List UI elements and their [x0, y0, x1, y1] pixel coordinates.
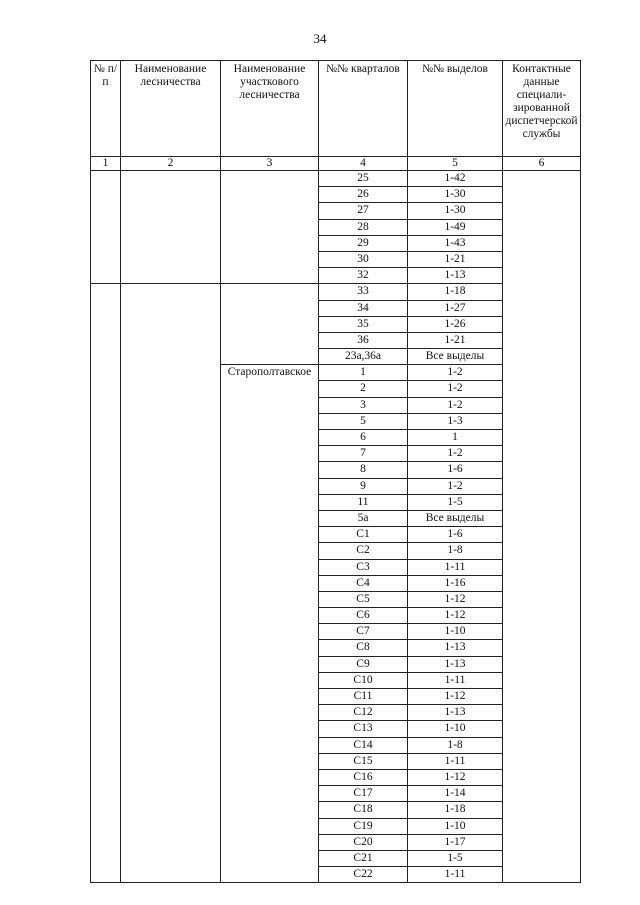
column-number: 5: [408, 157, 503, 171]
quarter-cell: 32: [319, 268, 408, 284]
plots-cell: 1-5: [408, 494, 503, 510]
quarter-cell: С7: [319, 624, 408, 640]
plots-cell: 1-6: [408, 527, 503, 543]
quarter-cell: С15: [319, 753, 408, 769]
plots-cell: 1-11: [408, 672, 503, 688]
quarter-cell: 5: [319, 413, 408, 429]
plots-cell: 1-12: [408, 591, 503, 607]
quarter-cell: С2: [319, 543, 408, 559]
column-number-row: [91, 157, 581, 171]
quarter-cell: 1: [319, 365, 408, 381]
quarter-cell: 26: [319, 187, 408, 203]
quarter-cell: С10: [319, 672, 408, 688]
column-number: 1: [91, 157, 121, 171]
quarter-cell: 27: [319, 203, 408, 219]
quarter-cell: 23а,36а: [319, 349, 408, 365]
quarter-cell: С19: [319, 818, 408, 834]
quarter-cell: 11: [319, 494, 408, 510]
quarter-cell: 35: [319, 316, 408, 332]
plots-cell: 1-12: [408, 689, 503, 705]
plots-cell: 1-14: [408, 786, 503, 802]
table-body: [91, 171, 581, 883]
quarter-cell: 2: [319, 381, 408, 397]
table-row: [91, 171, 581, 187]
plots-cell: 1-30: [408, 187, 503, 203]
quarter-cell: С6: [319, 608, 408, 624]
header-plots: №№ выделов: [408, 61, 503, 157]
plots-cell: 1-2: [408, 446, 503, 462]
plots-cell: 1-10: [408, 721, 503, 737]
plots-cell: 1-2: [408, 381, 503, 397]
header-quarters: №№ кварталов: [319, 61, 408, 157]
quarter-cell: С3: [319, 559, 408, 575]
plots-cell: 1-30: [408, 203, 503, 219]
plots-cell: 1-8: [408, 737, 503, 753]
quarter-cell: 30: [319, 251, 408, 267]
quarter-cell: С11: [319, 689, 408, 705]
subforestry-name: Старополтавское: [221, 365, 319, 883]
plots-cell: 1-13: [408, 268, 503, 284]
plots-cell: 1-12: [408, 608, 503, 624]
plots-cell: 1-5: [408, 850, 503, 866]
quarter-cell: С20: [319, 834, 408, 850]
plots-cell: 1-12: [408, 769, 503, 785]
quarter-cell: С4: [319, 575, 408, 591]
header-number: № п/п: [91, 61, 121, 157]
plots-cell: 1-49: [408, 219, 503, 235]
quarter-cell: 8: [319, 462, 408, 478]
header-subforestry: Наименование участкового лесничества: [221, 61, 319, 157]
column-number: 4: [319, 157, 408, 171]
quarter-cell: С8: [319, 640, 408, 656]
plots-cell: 1-2: [408, 397, 503, 413]
quarter-cell: С12: [319, 705, 408, 721]
quarter-cell: 7: [319, 446, 408, 462]
quarter-cell: С1: [319, 527, 408, 543]
subforestry-cell: [221, 171, 319, 284]
quarter-cell: 33: [319, 284, 408, 300]
header-row: [91, 61, 581, 157]
column-number: 2: [121, 157, 221, 171]
quarter-cell: С16: [319, 769, 408, 785]
plots-cell: 1-16: [408, 575, 503, 591]
forest-plots-table: [90, 60, 581, 883]
header-forestry: Наименование лесничества: [121, 61, 221, 157]
quarter-cell: С18: [319, 802, 408, 818]
quarter-cell: С13: [319, 721, 408, 737]
quarter-cell: 9: [319, 478, 408, 494]
plots-cell: 1-6: [408, 462, 503, 478]
plots-cell: 1-18: [408, 802, 503, 818]
header-dispatch-contacts: Контактные данные специали-зированной диспетчерской службы: [503, 61, 581, 157]
number-cell: [91, 284, 121, 883]
plots-cell: 1: [408, 430, 503, 446]
quarter-cell: С17: [319, 786, 408, 802]
plots-cell: 1-10: [408, 818, 503, 834]
quarter-cell: С9: [319, 656, 408, 672]
plots-cell: 1-8: [408, 543, 503, 559]
subforestry-cell: [221, 284, 319, 365]
quarter-cell: 25: [319, 171, 408, 187]
quarter-cell: С5: [319, 591, 408, 607]
number-cell: [91, 171, 121, 284]
plots-cell: 1-21: [408, 251, 503, 267]
plots-cell: 1-2: [408, 365, 503, 381]
plots-cell: 1-21: [408, 332, 503, 348]
forestry-cell: [121, 171, 221, 284]
quarter-cell: 3: [319, 397, 408, 413]
plots-cell: 1-11: [408, 559, 503, 575]
plots-cell: 1-27: [408, 300, 503, 316]
quarter-cell: С21: [319, 850, 408, 866]
plots-cell: 1-11: [408, 753, 503, 769]
plots-cell: 1-18: [408, 284, 503, 300]
quarter-cell: 28: [319, 219, 408, 235]
plots-cell: 1-13: [408, 640, 503, 656]
quarter-cell: 34: [319, 300, 408, 316]
contacts-cell: [503, 171, 581, 883]
quarter-cell: С14: [319, 737, 408, 753]
plots-cell: 1-42: [408, 171, 503, 187]
plots-cell: Все выделы: [408, 510, 503, 526]
forestry-cell: [121, 284, 221, 883]
plots-cell: 1-3: [408, 413, 503, 429]
plots-cell: 1-2: [408, 478, 503, 494]
quarter-cell: 5а: [319, 510, 408, 526]
quarter-cell: 29: [319, 235, 408, 251]
plots-cell: 1-11: [408, 867, 503, 883]
quarter-cell: 6: [319, 430, 408, 446]
column-number: 3: [221, 157, 319, 171]
plots-cell: 1-26: [408, 316, 503, 332]
plots-cell: Все выделы: [408, 349, 503, 365]
column-number: 6: [503, 157, 581, 171]
quarter-cell: С22: [319, 867, 408, 883]
plots-cell: 1-43: [408, 235, 503, 251]
plots-cell: 1-13: [408, 656, 503, 672]
plots-cell: 1-10: [408, 624, 503, 640]
plots-cell: 1-13: [408, 705, 503, 721]
quarter-cell: 36: [319, 332, 408, 348]
page-number: 34: [313, 31, 327, 46]
plots-cell: 1-17: [408, 834, 503, 850]
